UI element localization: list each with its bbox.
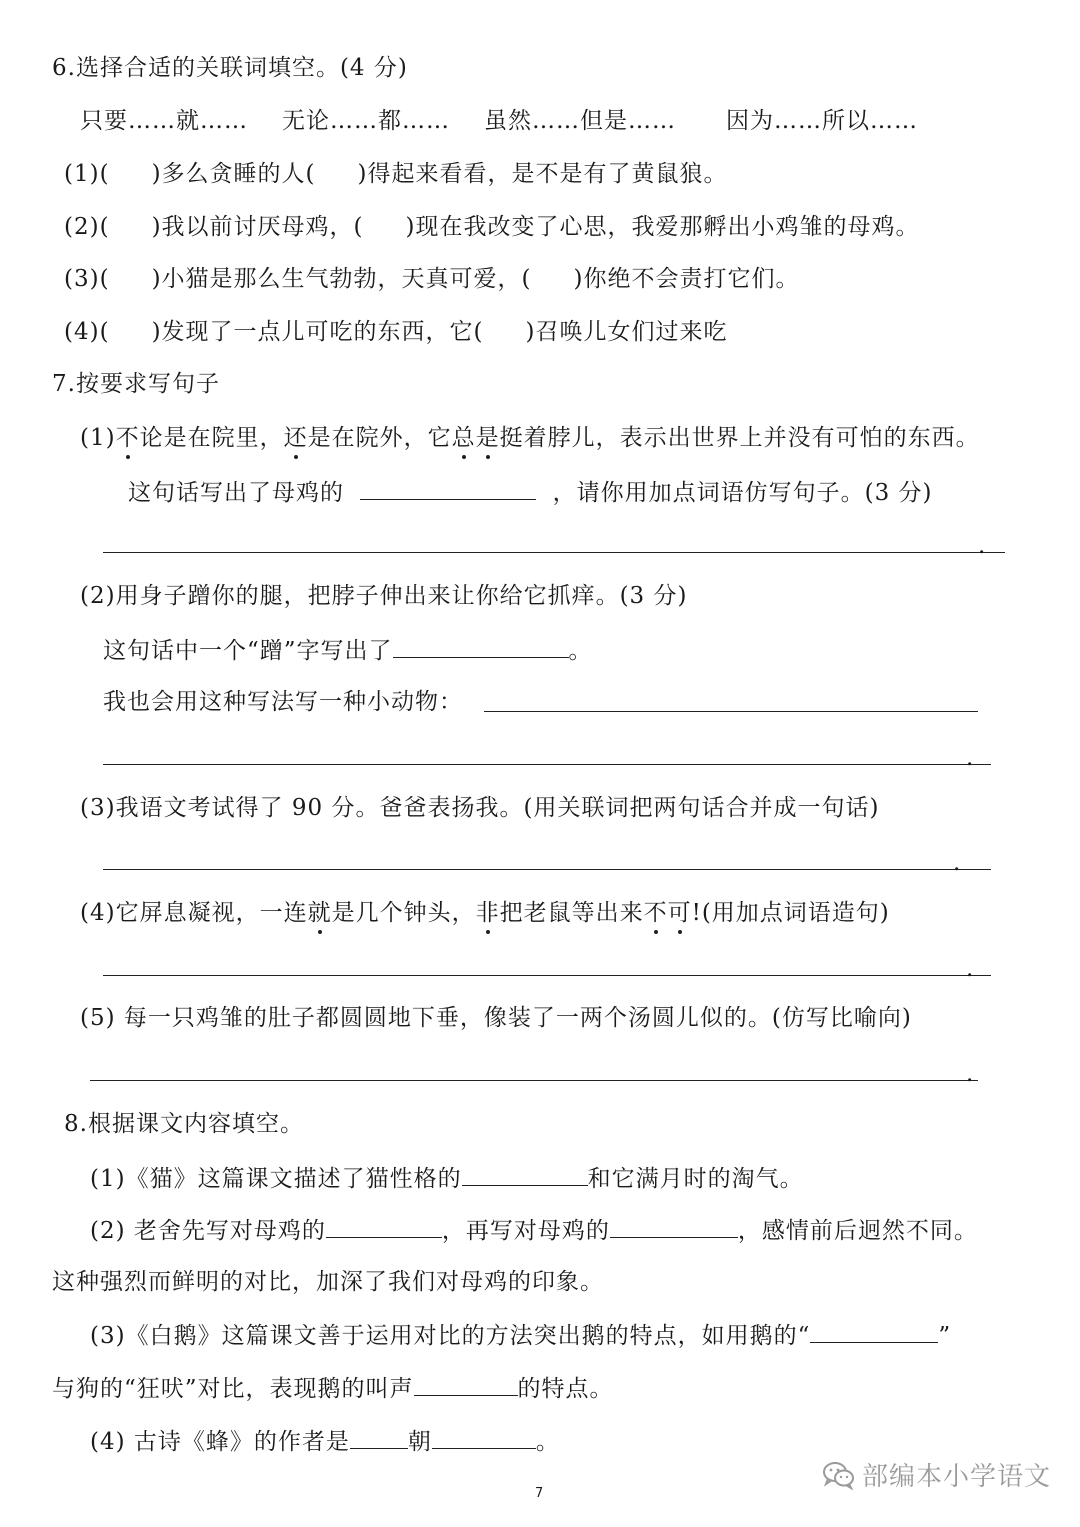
line-end-period: . [953,850,962,876]
q8-item-4: (4) 古诗《蜂》的作者是 朝 。 [90,1424,560,1458]
watermark [822,1456,1051,1493]
answer-line[interactable] [90,1080,978,1081]
line-end-period: . [978,533,987,559]
q7-sentence-3: (3)我语文考试得了 90 分。爸爸表扬我。(用关联词把两句话合并成一句话) [80,795,880,821]
answer-blank[interactable] [326,1213,442,1238]
emphasis-dot-char: 还 [284,422,308,454]
q6-item-4: (4)( )发现了一点儿可吃的东西，它( )召唤儿女们过来吃 [64,319,728,345]
connective-option: 因为……所以…… [726,108,918,134]
q8-item-1: (1)《猫》这篇课文描述了猫性格的 和它满月时的淘气。 [90,1161,804,1195]
answer-line[interactable] [103,975,991,976]
answer-line[interactable] [103,869,991,870]
emphasis-dot-char: 非 [476,897,500,929]
answer-line[interactable] [103,764,991,765]
emphasis-dot-char: 可 [668,897,692,929]
q6-title: 6.选择合适的关联词填空。(4 分) [52,55,408,81]
answer-blank[interactable] [414,1371,518,1396]
q7-s2-prompt-2: 我也会用这种写法写一种小动物： [103,689,463,715]
line-end-period: . [966,745,975,771]
connective-option: 虽然……但是…… [484,108,676,134]
emphasis-dot-char: 就 [308,897,332,929]
answer-blank[interactable] [610,1213,738,1238]
q8-item-2: (2) 老舍先写对母鸡的 ，再写对母鸡的 ，感情前后迥然不同。 [90,1213,978,1247]
line-end-period: . [966,1061,975,1087]
emphasis-dot-char: 是 [476,422,500,454]
emphasis-dot-char: 总 [452,422,476,454]
answer-blank[interactable] [393,633,569,658]
q7-title: 7.按要求写句子 [52,371,220,397]
emphasis-dot-char: 不 [116,422,140,454]
q7-sentence-1: (1)不论是在院里，还是在院外，它总是挺着脖儿，表示出世界上并没有可怕的东西。 [80,422,980,454]
q6-item-1: (1)( )多么贪睡的人( )得起来看看，是不是有了黄鼠狼。 [64,161,728,187]
emphasis-dot-char: 不 [644,897,668,929]
answer-blank[interactable] [432,1424,536,1449]
q7-sentence-5: (5) 每一只鸡雏的肚子都圆圆地下垂，像装了一两个汤圆儿似的。(仿写比喻向) [80,1005,912,1031]
q7-sentence-4: (4)它屏息凝视，一连就是几个钟头，非把老鼠等出来不可!(用加点词语造句) [80,897,890,929]
page-number: 7 [535,1486,544,1501]
q8-item-3: (3)《白鹅》这篇课文善于运用对比的方法突出鹅的特点，如用鹅的“ ” [90,1318,951,1352]
q6-item-3: (3)( )小猫是那么生气勃勃，天真可爱，( )你绝不会责打它们。 [64,266,800,292]
watermark-text: 部编本小学语文 [862,1462,1052,1492]
q7-s2-prompt: 这句话中一个“蹭”字写出了 。 [103,633,593,667]
q7-sentence-2: (2)用身子蹭你的腿，把脖子伸出来让你给它抓痒。(3 分) [80,583,688,609]
answer-blank[interactable] [462,1161,588,1186]
q8-item-3-cont: 与狗的“狂吠”对比，表现鹅的叫声 的特点。 [52,1371,614,1405]
answer-blank[interactable] [350,1424,408,1449]
answer-line[interactable] [103,552,1005,553]
answer-blank[interactable] [360,475,536,500]
q6-item-2: (2)( )我以前讨厌母鸡，( )现在我改变了心思，我爱那孵出小鸡雏的母鸡。 [64,214,920,240]
q8-title: 8.根据课文内容填空。 [64,1111,304,1137]
q7-s1-prompt: 这句话写出了母鸡的 ，请你用加点词语仿写句子。(3 分) [128,475,933,509]
q8-item-2-cont: 这种强烈而鲜明的对比，加深了我们对母鸡的印象。 [52,1269,604,1295]
line-end-period: . [966,956,975,982]
answer-blank[interactable] [810,1318,938,1343]
answer-line[interactable] [484,711,978,712]
wechat-icon [822,1460,856,1490]
connective-option: 无论……都…… [282,108,450,134]
connective-option: 只要……就…… [80,108,248,134]
